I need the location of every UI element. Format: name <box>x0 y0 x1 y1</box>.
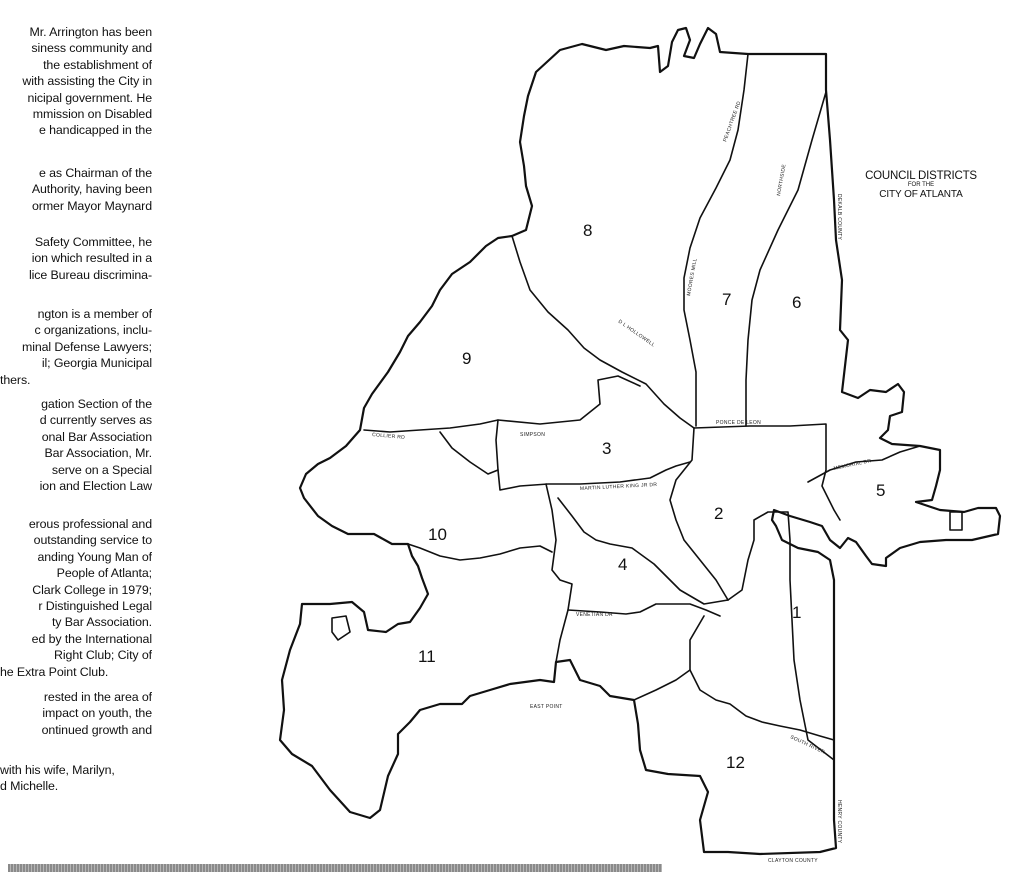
text-line: Authority, having been <box>31 182 152 197</box>
text-line: d Michelle. <box>0 779 59 794</box>
text-line: serve on a Special <box>51 462 152 477</box>
map-title <box>858 170 984 201</box>
district11-detail <box>332 616 350 640</box>
text-line: lice Bureau discrimina- <box>28 267 152 282</box>
text-line: e handicapped in the <box>38 123 152 138</box>
district-label-3: 3 <box>602 439 612 458</box>
district-label-4: 4 <box>618 555 628 574</box>
boundary-11-12 <box>634 670 690 700</box>
text-line: outstanding service to <box>33 533 152 548</box>
text-line: with assisting the City in <box>22 74 152 89</box>
text-line: Mr. Arrington has been <box>29 25 152 39</box>
text-line: minal Defense Lawyers; <box>21 339 152 354</box>
map-title-line3: CITY OF ATLANTA <box>879 189 963 200</box>
text-line: the establishment of <box>43 57 152 72</box>
text-line: Right Club; City of <box>54 648 152 663</box>
street-label: DEKALB COUNTY <box>836 194 842 241</box>
text-line: Safety Committee, he <box>34 235 152 249</box>
text-line: ion and Election Law <box>39 479 152 494</box>
text-line: nicipal government. He <box>27 90 152 105</box>
district-label-11: 11 <box>418 647 436 666</box>
street-label: D L HOLLOWELL <box>616 318 656 349</box>
text-line: r Distinguished Legal <box>38 599 152 614</box>
map-title-line2: FOR THE <box>907 182 935 188</box>
street-label: NORTHSIDE <box>776 163 788 197</box>
street-label: SIMPSON <box>520 432 546 438</box>
boundary-4 <box>558 498 728 604</box>
street-label: MOORES MILL <box>686 257 699 297</box>
text-line: siness community and <box>31 41 152 56</box>
text-line: thers. <box>0 372 31 387</box>
street-label: CLAYTON COUNTY <box>768 858 818 864</box>
text-line: mmission on Disabled <box>32 107 152 122</box>
street-label: PONCE DE LEON <box>716 420 762 426</box>
text-line: e as Chairman of the <box>38 166 152 180</box>
street-label: PEACHTREE RD <box>722 100 743 143</box>
street-label: EAST POINT <box>530 704 563 710</box>
text-line: ion which resulted in a <box>31 251 152 266</box>
text-line: onal Bar Association <box>41 429 152 444</box>
boundary-10-11 <box>408 544 552 560</box>
boundary-1-12 <box>690 616 834 740</box>
text-line: rested in the area of <box>43 690 152 704</box>
text-line: ontinued growth and <box>41 722 152 737</box>
text-line: ty Bar Association. <box>51 615 152 630</box>
text-line: People of Atlanta; <box>56 566 152 581</box>
street-label: HENRY COUNTY <box>836 800 842 844</box>
district-label-1: 1 <box>792 603 802 622</box>
district-label-7: 7 <box>722 290 732 309</box>
district-label-9: 9 <box>462 349 472 368</box>
text-line: he Extra Point Club. <box>0 664 109 679</box>
text-line: Clark College in 1979; <box>32 582 152 597</box>
street-label: MEMORIAL DR <box>833 458 872 472</box>
page-edge-bar <box>8 864 662 872</box>
city-boundary <box>280 28 1000 854</box>
map-title-line1: COUNCIL DISTRICTS <box>865 170 977 182</box>
boundary-7-6 <box>746 92 826 426</box>
street-label: SOUTH RIVER <box>789 734 826 756</box>
street-label: MARTIN LUTHER KING JR DR <box>579 481 658 492</box>
text-line: d currently serves as <box>39 413 152 428</box>
district5-detail <box>950 512 962 530</box>
text-line: ngton is a member of <box>37 307 152 321</box>
text-line: ed by the International <box>31 631 152 646</box>
district-label-10: 10 <box>428 525 447 544</box>
text-line: ormer Mayor Maynard <box>32 198 152 213</box>
street-label: VENETIAN DR <box>576 612 613 618</box>
district-label-2: 2 <box>714 504 724 523</box>
district-label-8: 8 <box>583 221 593 240</box>
text-line: anding Young Man of <box>37 549 152 564</box>
text-line: gation Section of the <box>41 397 152 411</box>
text-line: with his wife, Marilyn, <box>0 763 115 777</box>
boundary-2-1 <box>728 512 834 760</box>
district-label-12: 12 <box>726 753 745 772</box>
text-line: c organizations, inclu- <box>34 323 152 338</box>
text-line: il; Georgia Municipal <box>41 356 152 371</box>
district-label-5: 5 <box>876 481 886 500</box>
boundary-9-3 <box>364 376 640 432</box>
text-line: erous professional and <box>28 517 152 531</box>
boundary-8-9 <box>512 236 694 428</box>
street-label: COLLIER RD <box>371 432 406 441</box>
district-label-6: 6 <box>792 293 802 312</box>
text-line: impact on youth, the <box>42 706 152 721</box>
text-line: Bar Association, Mr. <box>44 446 152 461</box>
